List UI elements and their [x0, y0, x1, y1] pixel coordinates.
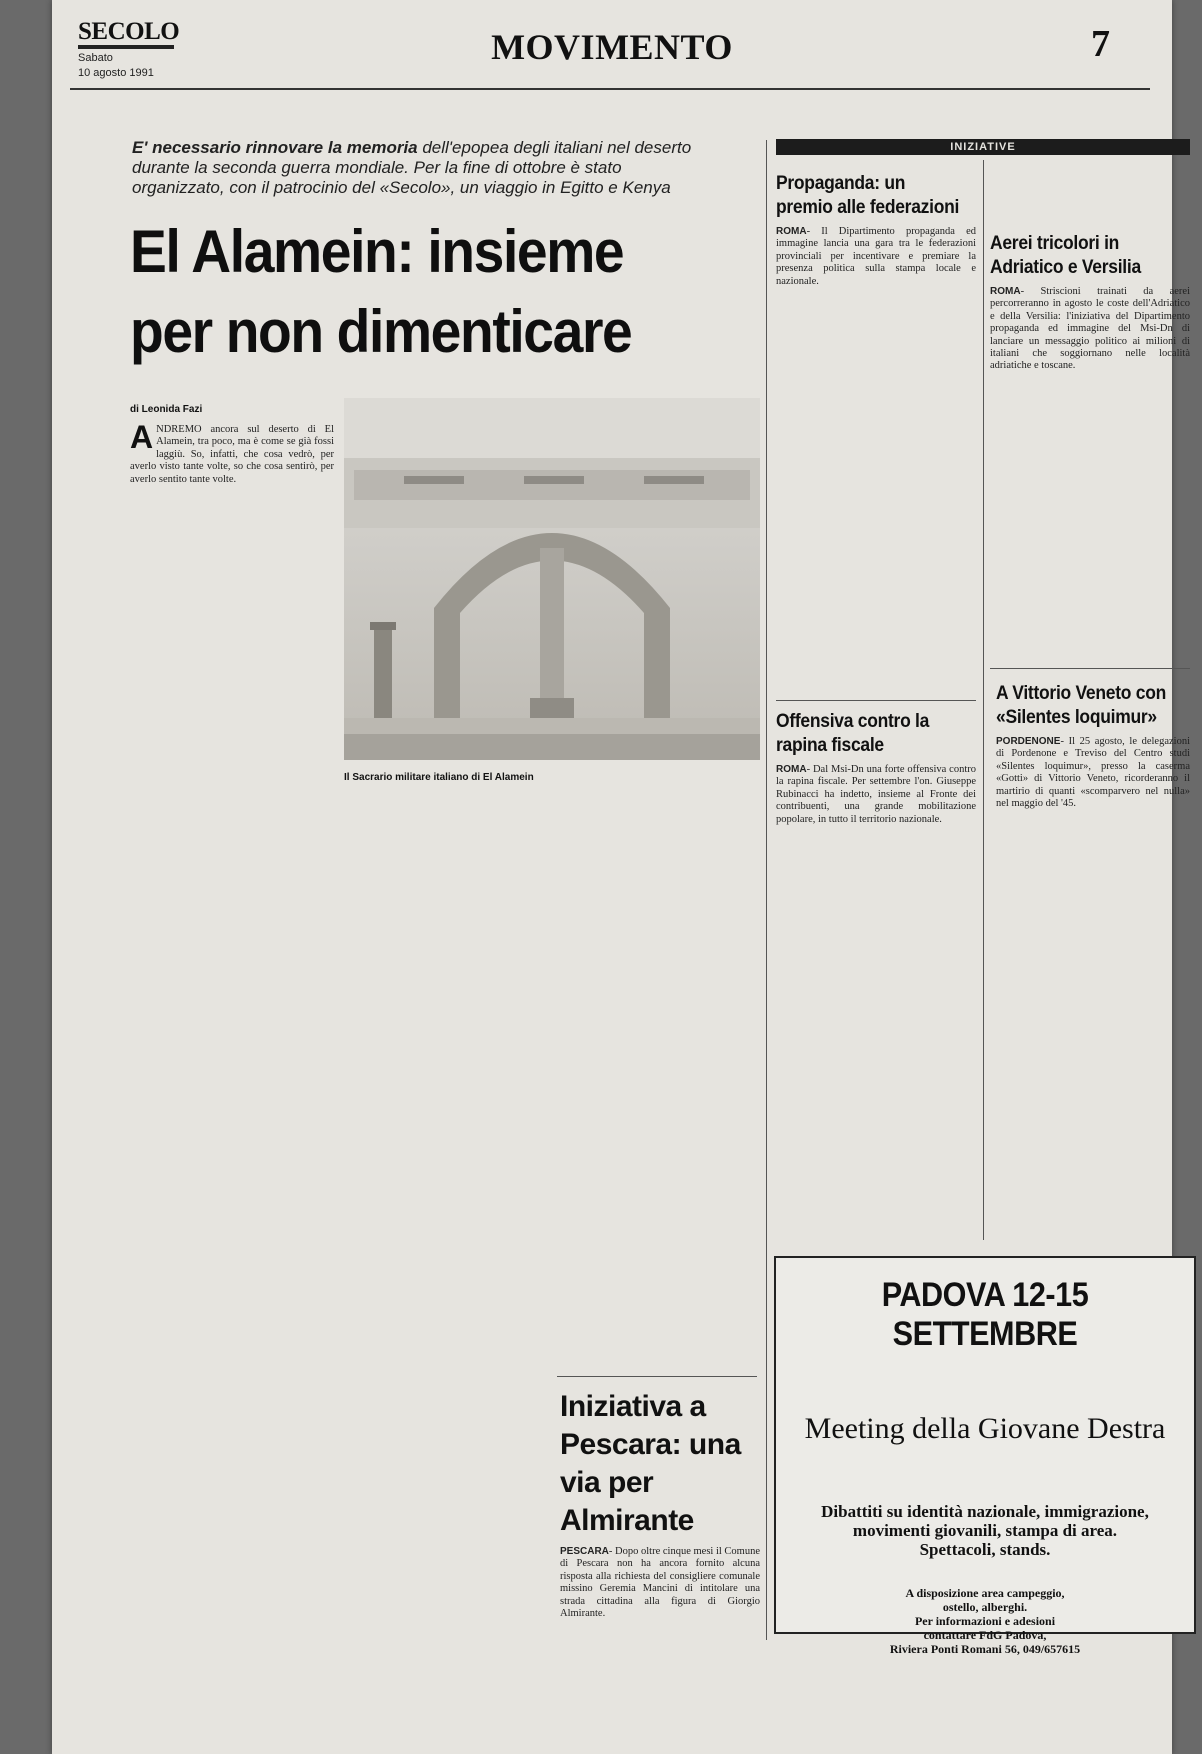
story-aerei-dateline: ROMA	[990, 286, 1021, 297]
byline: di Leonida Fazi	[130, 404, 203, 415]
story-vittorio-veneto-title: A Vittorio Veneto con «Silentes loquimur»	[996, 683, 1166, 728]
kicker-emphasis: E' necessario rinnovare la memoria	[132, 138, 418, 157]
newspaper-page	[52, 0, 1190, 1754]
article-body	[130, 419, 334, 486]
story-propaganda-title: Propaganda: un premio alle federazioni	[776, 173, 960, 218]
main-headline: El Alamein: insieme per non dimenticare	[130, 218, 632, 365]
story-propaganda-body: - Il Dipartimento propaganda ed immagine lancia una gara tra le federazioni provinciali per incentivare e premiare la presenza politica sulla stampa locale e nazionale.	[776, 226, 976, 287]
ad-title: PADOVA 12-15 SETTEMBRE	[881, 1276, 1089, 1353]
story-vittorio-veneto-text	[996, 736, 1190, 810]
kicker-text: dell'epopea degli italiani nel deserto durante la seconda guerra mondiale. Per la fine di ottobre è stato organizzato, con il patrocinio del «Secolo», un viaggio in Egitto e Kenya	[132, 138, 692, 197]
story-fiscale	[776, 710, 976, 826]
story-vittorio-veneto-dateline: PORDENONE	[996, 736, 1061, 747]
masthead	[52, 0, 1172, 100]
story-aerei-text	[990, 286, 1190, 373]
photo-caption: Il Sacrario militare italiano di El Alamein	[344, 772, 534, 783]
story-kicker	[132, 138, 712, 198]
story-aerei	[990, 232, 1190, 373]
story-almirante-body: - Dopo oltre cinque mesi il Comune di Pescara non ha ancora fornito alcuna risposta alla richiesta del consigliere comunale missino Geremia Mancini di intitolare una strada cittadina alla figura di Giorgio Almirante.	[560, 1546, 760, 1620]
ad-subtitle: Meeting della Giovane Destra	[804, 1412, 1166, 1445]
ad-info-line: ostello, alberghi.	[942, 1600, 1028, 1614]
section-title: MOVIMENTO	[491, 27, 733, 67]
event-advertisement	[774, 1256, 1196, 1656]
newspaper-logo	[78, 20, 178, 79]
story-divider	[776, 700, 976, 701]
story-almirante	[560, 1388, 760, 1620]
story-propaganda	[776, 172, 976, 288]
story-fiscale-title: Offensiva contro la rapina fiscale	[776, 711, 930, 756]
story-almirante-dateline: PESCARA	[560, 1546, 609, 1557]
memorial-illustration	[344, 398, 760, 760]
story-fiscale-body: - Dal Msi-Dn una forte offensiva contro la rapina fiscale. Per settembre l'on. Giuseppe Rubinacci ha indetto, insieme al Fronte dei contribuenti, una grande mobilitazione popolare, in tutto il territorio nazionale.	[776, 764, 976, 825]
logo-text: SECOLO	[78, 18, 180, 45]
story-vittorio-veneto-body: - Il 25 agosto, le delegazioni di Pordenone e Treviso del Centro studi «Silentes loquimur», presso la caserma «Gotti» di Vittorio Veneto, ricorderanno il martirio di quanti «scomparvero nel nulla» nel maggio del '45.	[996, 736, 1190, 810]
story-fiscale-text	[776, 764, 976, 826]
drop-cap: A	[130, 419, 154, 455]
issue-date: 10 agosto 1991	[78, 67, 154, 79]
section-band: INIZIATIVE	[776, 139, 1190, 155]
column-divider	[983, 160, 984, 1240]
column-divider	[766, 140, 767, 1640]
story-divider	[990, 668, 1190, 669]
ad-info-line: Per informazioni e adesioni	[914, 1614, 1056, 1628]
story-fiscale-dateline: ROMA	[776, 764, 807, 775]
memorial-photo	[344, 398, 760, 760]
article-lead-text: NDREMO ancora sul deserto di El Alamein, tra poco, ma è come se già fossi laggiù. So, infatti, che cosa vedrò, per averlo visto tante volte, so che cosa sentirò, per averlo sentito tante volte.	[130, 424, 334, 485]
ad-info-line: Riviera Ponti Romani 56, 049/657615	[889, 1642, 1081, 1656]
page-number: 7	[1091, 23, 1110, 65]
issue-day: Sabato	[78, 52, 113, 64]
story-aerei-title: Aerei tricolori in Adriatico e Versilia	[990, 233, 1141, 278]
ad-contact-info	[816, 1586, 1154, 1656]
story-almirante-text	[560, 1546, 760, 1620]
story-aerei-body: - Striscioni trainati da aerei percorreranno in agosto le coste dell'Adriatico e della Versilia: l'iniziativa del Dipartimento propaganda ed immagine del Msi-Dn di lanciare un messaggio politico ai milioni di italiani che soggiornano nelle località adriatiche e toscane.	[990, 286, 1190, 372]
ad-info-line: A disposizione area campeggio,	[905, 1586, 1065, 1600]
story-propaganda-text	[776, 226, 976, 288]
story-propaganda-dateline: ROMA	[776, 226, 807, 237]
logo-underline	[78, 45, 174, 49]
ad-description: Dibattiti su identità nazionale, immigrazione, movimenti giovanili, stampa di area. Spettacoli, stands.	[821, 1502, 1149, 1559]
story-vittorio-veneto	[996, 682, 1190, 810]
story-divider	[557, 1376, 757, 1377]
masthead-rule	[70, 88, 1150, 90]
story-almirante-title: Iniziativa a Pescara: una via per Almirante	[560, 1390, 741, 1537]
ad-info-line: contattare FdG Padova,	[923, 1628, 1047, 1642]
